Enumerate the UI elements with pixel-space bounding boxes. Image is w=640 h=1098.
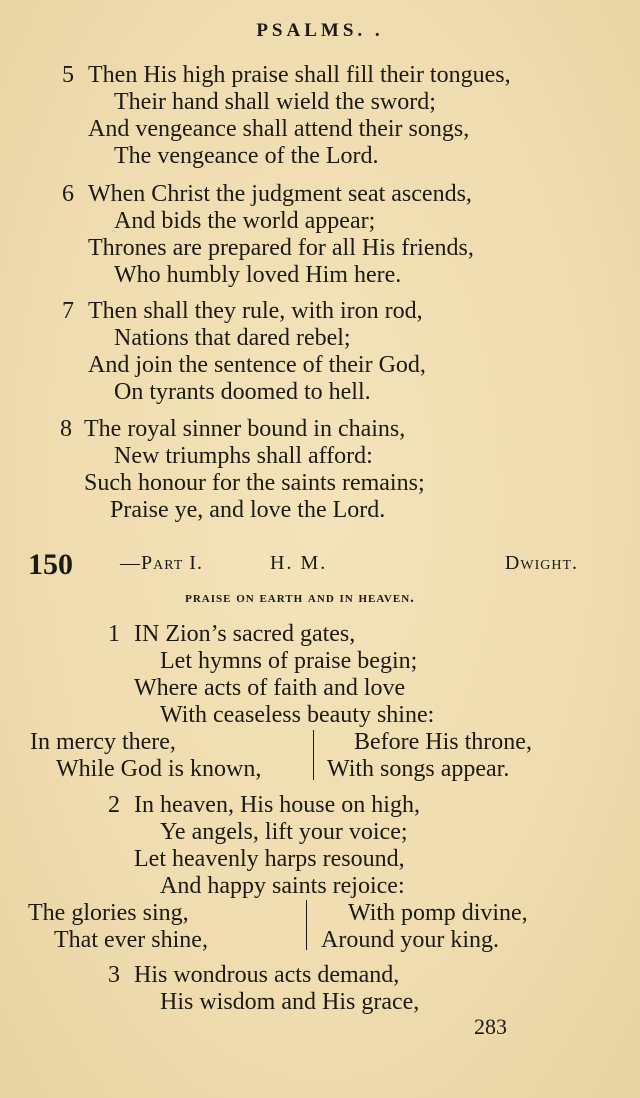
hymn-heading [28,548,578,582]
verse-line: His wondrous acts demand, [134,962,400,988]
refrain-right-line: With songs appear. [327,756,510,782]
verse-line: Who humbly loved Him here. [114,262,402,288]
verse-line: Then His high praise shall fill their tongues, [88,62,511,88]
verse-line: Their hand shall wield the sword; [114,89,436,115]
running-header: PSALMS. . [256,20,384,41]
verse-line: And bids the world appear; [114,208,376,234]
hymn-author: Dwight. [504,552,578,574]
stanza-number: 8 [60,416,72,442]
stanza-number: 5 [62,62,74,88]
refrain-left-line: While God is known, [56,756,262,782]
verse-line: Then shall they rule, with iron rod, [88,298,423,324]
verse-line: Praise ye, and love the Lord. [110,497,386,523]
verse-line: The royal sinner bound in chains, [84,416,406,442]
refrain-right-line: Before His throne, [354,729,532,755]
stanza-number: 2 [108,792,120,818]
verse-line: The vengeance of the Lord. [114,143,379,169]
refrain-left-line: That ever shine, [54,927,208,953]
stanza-number: 1 [108,621,120,647]
hymn-part: —Part I. [120,552,203,574]
verse-line: Let hymns of praise begin; [160,648,418,674]
verse-line: Let heavenly harps resound, [134,846,405,872]
verse-line: And happy saints rejoice: [160,873,405,899]
stanza-number: 7 [62,298,74,324]
verse-line: Nations that dared rebel; [114,325,351,351]
hymn-subtitle: praise on earth and in heaven. [185,590,415,606]
verse-line: With ceaseless beauty shine: [160,702,435,728]
verse-line: Ye angels, lift your voice; [160,819,408,845]
verse-line: IN Zion’s sacred gates, [134,621,356,647]
verse-line: His wisdom and His grace, [160,989,420,1015]
verse-line: Where acts of faith and love [134,675,406,701]
refrain-left-line: In mercy there, [30,729,176,755]
hymn-number: 150 [28,548,73,581]
verse-line: Thrones are prepared for all His friends, [88,235,474,261]
page-number: 283 [474,1014,507,1039]
stanza-number: 3 [108,962,120,988]
verse-line: On tyrants doomed to hell. [114,379,371,405]
stanza-number: 6 [62,181,74,207]
verse-line: Such honour for the saints remains; [84,470,425,496]
verse-line: And vengeance shall attend their songs, [88,116,470,142]
verse-line: In heaven, His house on high, [134,792,420,818]
verse-line: And join the sentence of their God, [88,352,426,378]
refrain-right-line: Around your king. [321,927,499,953]
refrain-right-line: With pomp divine, [348,900,528,926]
refrain-divider [306,900,307,950]
verse-line: When Christ the judgment seat ascends, [88,181,472,207]
verse-line: New triumphs shall afford: [114,443,373,469]
refrain-left-line: The glories sing, [28,900,189,926]
refrain-divider [313,730,314,780]
hymn-meter: H. M. [270,552,328,574]
